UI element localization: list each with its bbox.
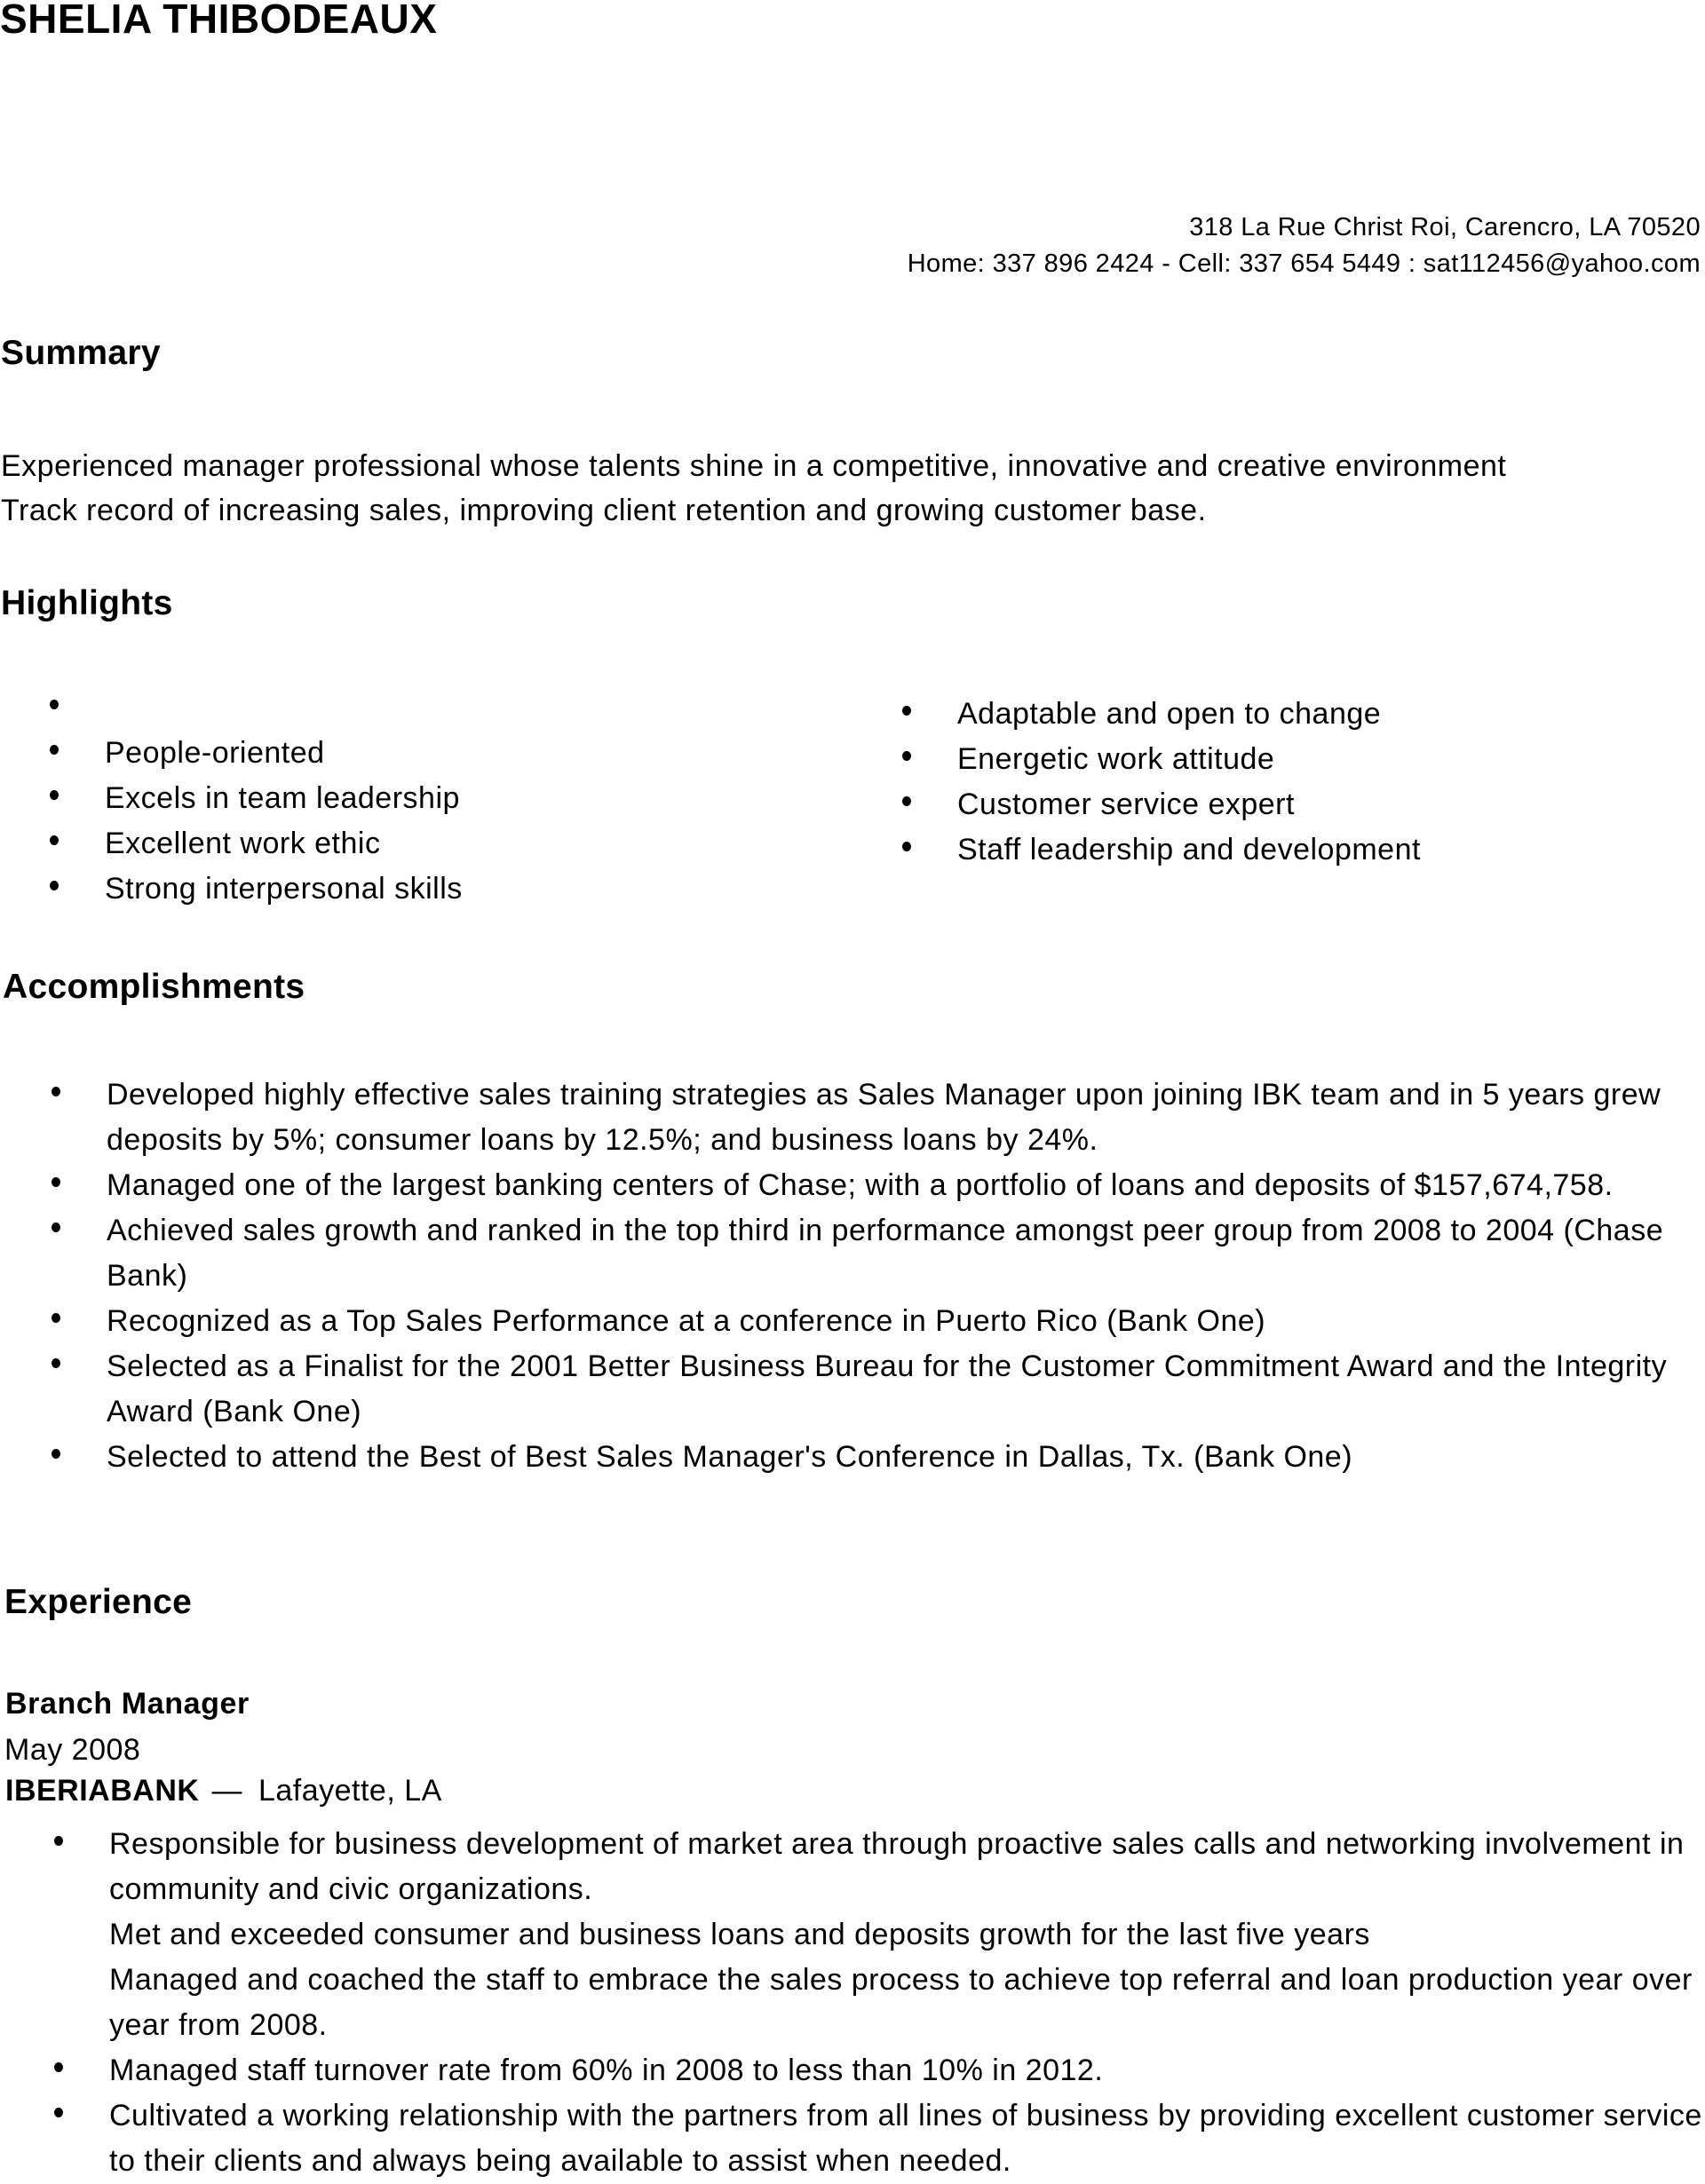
- bullet-icon: [902, 706, 911, 716]
- summary-heading: Summary: [1, 334, 161, 372]
- list-item: People-oriented: [105, 731, 833, 776]
- job-title: Branch Manager: [5, 1687, 250, 1721]
- sub-line: Managed and coached the staff to embrace the sales process to achieve top referral and loan production year over year from 2008.: [109, 1963, 1693, 2042]
- highlights-right-list: [957, 692, 1668, 873]
- list-item: [105, 685, 833, 731]
- sub-line: Met and exceeded consumer and business loans and deposits growth for the last five years: [109, 1918, 1370, 1951]
- address: 318 La Rue Christ Roi, Carencro, LA 70520: [1189, 213, 1701, 241]
- bullet-icon: [50, 700, 59, 709]
- bullet-icon: [54, 2108, 63, 2117]
- summary-line-1: Experienced manager professional whose talents shine in a competitive, innovative and creative environment: [1, 449, 1507, 483]
- list-item: Excellent work ethic: [105, 821, 833, 866]
- bullet-icon: [50, 881, 59, 890]
- list-item: Strong interpersonal skills: [105, 866, 833, 912]
- experience-heading: Experience: [4, 1583, 193, 1621]
- list-item: Achieved sales growth and ranked in the top third in performance amongst peer group from 2008 to 2004 (Chase Bank): [107, 1208, 1705, 1299]
- list-item: Selected as a Finalist for the 2001 Better Business Bureau for the Customer Commitment Award and the Integrity Award (Bank One): [107, 1344, 1705, 1435]
- bullet-icon: [54, 2062, 63, 2072]
- list-item: Selected to attend the Best of Best Sales Manager's Conference in Dallas, Tx. (Bank One): [107, 1435, 1705, 1480]
- candidate-name: SHELIA THIBODEAUX: [0, 0, 438, 42]
- bullet-icon: [50, 835, 59, 845]
- highlights-left-list: [105, 685, 833, 912]
- bullet-icon: [52, 1313, 60, 1323]
- phone-email: Home: 337 896 2424 - Cell: 337 654 5449 : sat112456@yahoo.com: [907, 249, 1701, 278]
- job-location: Lafayette, LA: [258, 1774, 442, 1808]
- list-item: Staff leadership and development: [957, 827, 1668, 873]
- job-company: IBERIABANK: [5, 1774, 200, 1808]
- job-date: May 2008: [4, 1733, 141, 1767]
- bullet-icon: [52, 1177, 60, 1187]
- highlights-heading: Highlights: [1, 584, 173, 622]
- bullet-icon: [50, 745, 59, 755]
- accomplishments-heading: Accomplishments: [3, 968, 305, 1006]
- list-item: Cultivated a working relationship with the partners from all lines of business by providing excellent customer service to their clients and always being available to assist when needed.: [109, 2093, 1705, 2184]
- contact-block: [908, 210, 1701, 282]
- bullet-icon: [52, 1449, 60, 1459]
- job-company-line: [5, 1774, 442, 1808]
- summary-text: [1, 444, 1688, 533]
- bullet-icon: [50, 790, 59, 800]
- bullet-icon: [902, 751, 911, 761]
- summary-line-2: Track record of increasing sales, improving client retention and growing customer base.: [1, 494, 1207, 527]
- bullet-icon: [54, 1836, 63, 1846]
- accomplishments-list: [107, 1072, 1705, 1480]
- bullet-icon: [52, 1087, 60, 1096]
- list-item: Managed staff turnover rate from 60% in 2008 to less than 10% in 2012.: [109, 2048, 1705, 2093]
- list-item: Recognized as a Top Sales Performance at a conference in Puerto Rico (Bank One): [107, 1299, 1705, 1344]
- bullet-icon: [902, 842, 911, 851]
- list-item: Developed highly effective sales training strategies as Sales Manager upon joining IBK team and in 5 years grew deposits by 5%; consumer loans by 12.5%; and business loans by 24%.: [107, 1072, 1705, 1163]
- bullet-icon: [52, 1223, 60, 1232]
- list-item: Adaptable and open to change: [957, 692, 1668, 737]
- list-item: Customer service expert: [957, 782, 1668, 827]
- list-item: Responsible for business development of market area through proactive sales calls and networking involvement in community and civic organizations. Met and exceeded consumer and business loans and deposits growth for the last five years Managed and coached the staff to embrace the sales process to achieve top referral and loan production year over year from 2008.: [109, 1822, 1705, 2048]
- dash-separator: —: [211, 1774, 242, 1808]
- bullet-icon: [52, 1358, 60, 1368]
- bullet-icon: [902, 796, 911, 806]
- list-item: Managed one of the largest banking centers of Chase; with a portfolio of loans and deposits of $157,674,758.: [107, 1163, 1705, 1208]
- job-duties-list: [109, 1822, 1705, 2184]
- list-item: Excels in team leadership: [105, 776, 833, 821]
- list-item: Energetic work attitude: [957, 737, 1668, 782]
